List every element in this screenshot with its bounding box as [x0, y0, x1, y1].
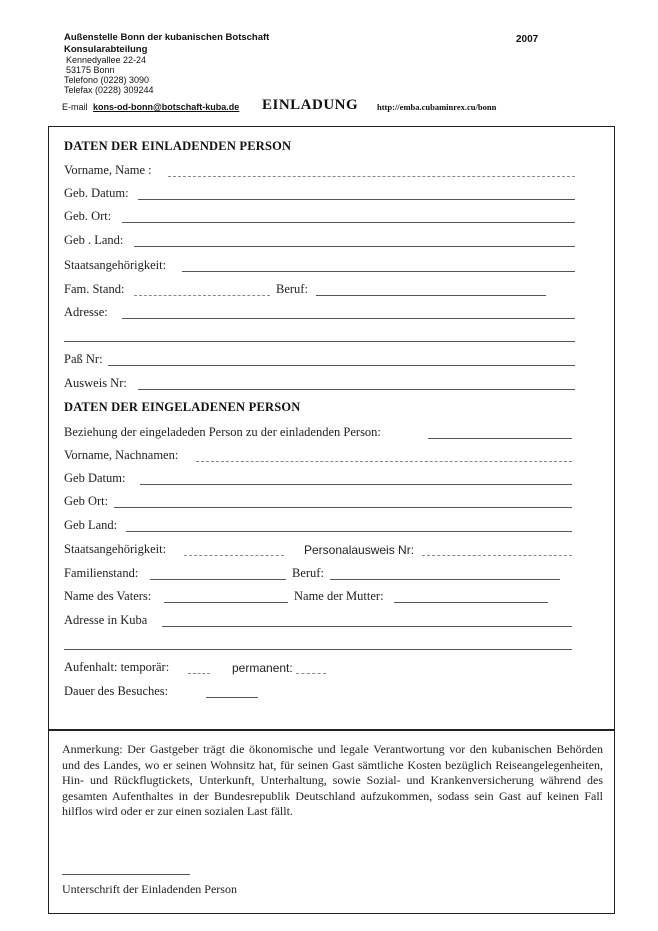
department-name: Konsularabteilung [64, 44, 148, 55]
inviter-name-label: Vorname, Name : [64, 163, 152, 177]
invitee-profession-label: Beruf: [292, 566, 324, 580]
invitee-address-cuba-label: Adresse in Kuba [64, 613, 148, 627]
inviter-address-field[interactable] [122, 318, 575, 319]
invitee-birth-place-label: Geb Ort: [64, 494, 109, 508]
inviter-passport-field[interactable] [108, 365, 575, 366]
note-text: Anmerkung: Der Gastgeber trägt die ökonomische und legale Verantwortung vor den kubanischen Behörden und des Landes, wo er seinen Wohnsitz hat, für seinen Gast sämtliche Kosten bezüglich Reiseangelegenheiten, Hin- und Rückflugtickets, Unterkunft, Unterhaltung, sowie Sozial- und Krankenversicherung während des gesamten Aufenthaltes in der Bundesrepublik Deutschland aufzukommen, sodass sein Gast auf keinen Fall hilflos wird oder er zur einen sozialen Last fällt. [62, 742, 603, 818]
inviter-marital-status-label: Fam. Stand: [64, 282, 125, 296]
invitee-birth-country-field[interactable] [126, 531, 572, 532]
invitee-nationality-field[interactable] [184, 555, 284, 556]
inviter-id-card-field[interactable] [138, 389, 575, 390]
invitee-names-field[interactable] [196, 461, 572, 462]
inviter-birth-date-field[interactable] [138, 199, 575, 200]
year: 2007 [516, 34, 539, 45]
inviter-section-title: DATEN DER EINLADENDEN PERSON [64, 139, 292, 153]
inviter-birth-date-label: Geb. Datum: [64, 186, 129, 200]
invitee-duration-label: Dauer des Besuches: [64, 684, 169, 698]
email-label: E-mail [62, 102, 88, 112]
invitee-id-card-field[interactable] [422, 555, 572, 556]
invitee-marital-status-label: Familienstand: [64, 566, 139, 580]
invitee-mother-name-label: Name der Mutter: [294, 589, 384, 603]
stay-permanent-label: permanent: [232, 661, 293, 675]
invitee-id-card-label: Personalausweis Nr: [304, 543, 415, 557]
invitee-mother-name-field[interactable] [394, 602, 548, 603]
office-name: Außenstelle Bonn der kubanischen Botschaft [64, 32, 270, 43]
inviter-birth-place-field[interactable] [122, 222, 575, 223]
stay-temporary-field[interactable] [188, 673, 210, 674]
inviter-id-card-label: Ausweis Nr: [64, 376, 127, 390]
street-address: Kennedyallee 22-24 [66, 55, 147, 65]
phone-number: Telefono (0228) 3090 [64, 75, 150, 85]
invitee-father-name-field[interactable] [164, 602, 288, 603]
inviter-birth-country-field[interactable] [134, 246, 575, 247]
inviter-nationality-label: Staatsangehörigkeit: [64, 258, 167, 272]
invitee-relationship-field[interactable] [428, 438, 572, 439]
invitee-birth-country-label: Geb Land: [64, 518, 118, 532]
invitee-marital-status-field[interactable] [150, 579, 286, 580]
email-link[interactable]: kons-od-bonn@botschaft-kuba.de [93, 102, 240, 112]
inviter-address-label: Adresse: [64, 305, 108, 319]
invitee-profession-field[interactable] [330, 579, 560, 580]
invitee-nationality-label: Staatsangehörigkeit: [64, 542, 167, 556]
invitee-address-cuba-field-2[interactable] [64, 649, 572, 650]
stay-permanent-field[interactable] [296, 673, 326, 674]
inviter-marital-status-field[interactable] [134, 295, 270, 296]
inviter-passport-label: Paß Nr: [64, 352, 103, 366]
inviter-birth-place-label: Geb. Ort: [64, 209, 112, 223]
invitee-duration-field[interactable] [206, 697, 258, 698]
invitee-stay-label: Aufenhalt: temporär: [64, 660, 170, 674]
invitee-section-title: DATEN DER EINGELADENEN PERSON [64, 400, 301, 414]
inviter-birth-country-label: Geb . Land: [64, 233, 124, 247]
invitee-address-cuba-field[interactable] [162, 626, 572, 627]
website-link[interactable]: http://emba.cubaminrex.cu/bonn [377, 102, 497, 112]
invitee-relationship-label: Beziehung der eingeladeden Person zu der einladenden Person: [64, 425, 381, 439]
inviter-profession-field[interactable] [316, 295, 546, 296]
invitee-father-name-label: Name des Vaters: [64, 589, 152, 603]
invitee-birth-date-field[interactable] [140, 484, 572, 485]
invitee-birth-date-label: Geb Datum: [64, 471, 126, 485]
email-line [62, 102, 239, 112]
inviter-nationality-field[interactable] [182, 271, 575, 272]
inviter-profession-label: Beruf: [276, 282, 308, 296]
signature-field[interactable] [62, 874, 190, 875]
document-title: EINLADUNG [262, 97, 359, 113]
inviter-name-field[interactable] [168, 176, 575, 177]
signature-label: Unterschrift der Einladenden Person [62, 882, 237, 896]
fax-number: Telefax (0228) 309244 [64, 85, 154, 95]
invitee-names-label: Vorname, Nachnamen: [64, 448, 179, 462]
inviter-address-field-2[interactable] [64, 341, 575, 342]
invitee-birth-place-field[interactable] [114, 507, 572, 508]
city-address: 53175 Bonn [66, 65, 115, 75]
